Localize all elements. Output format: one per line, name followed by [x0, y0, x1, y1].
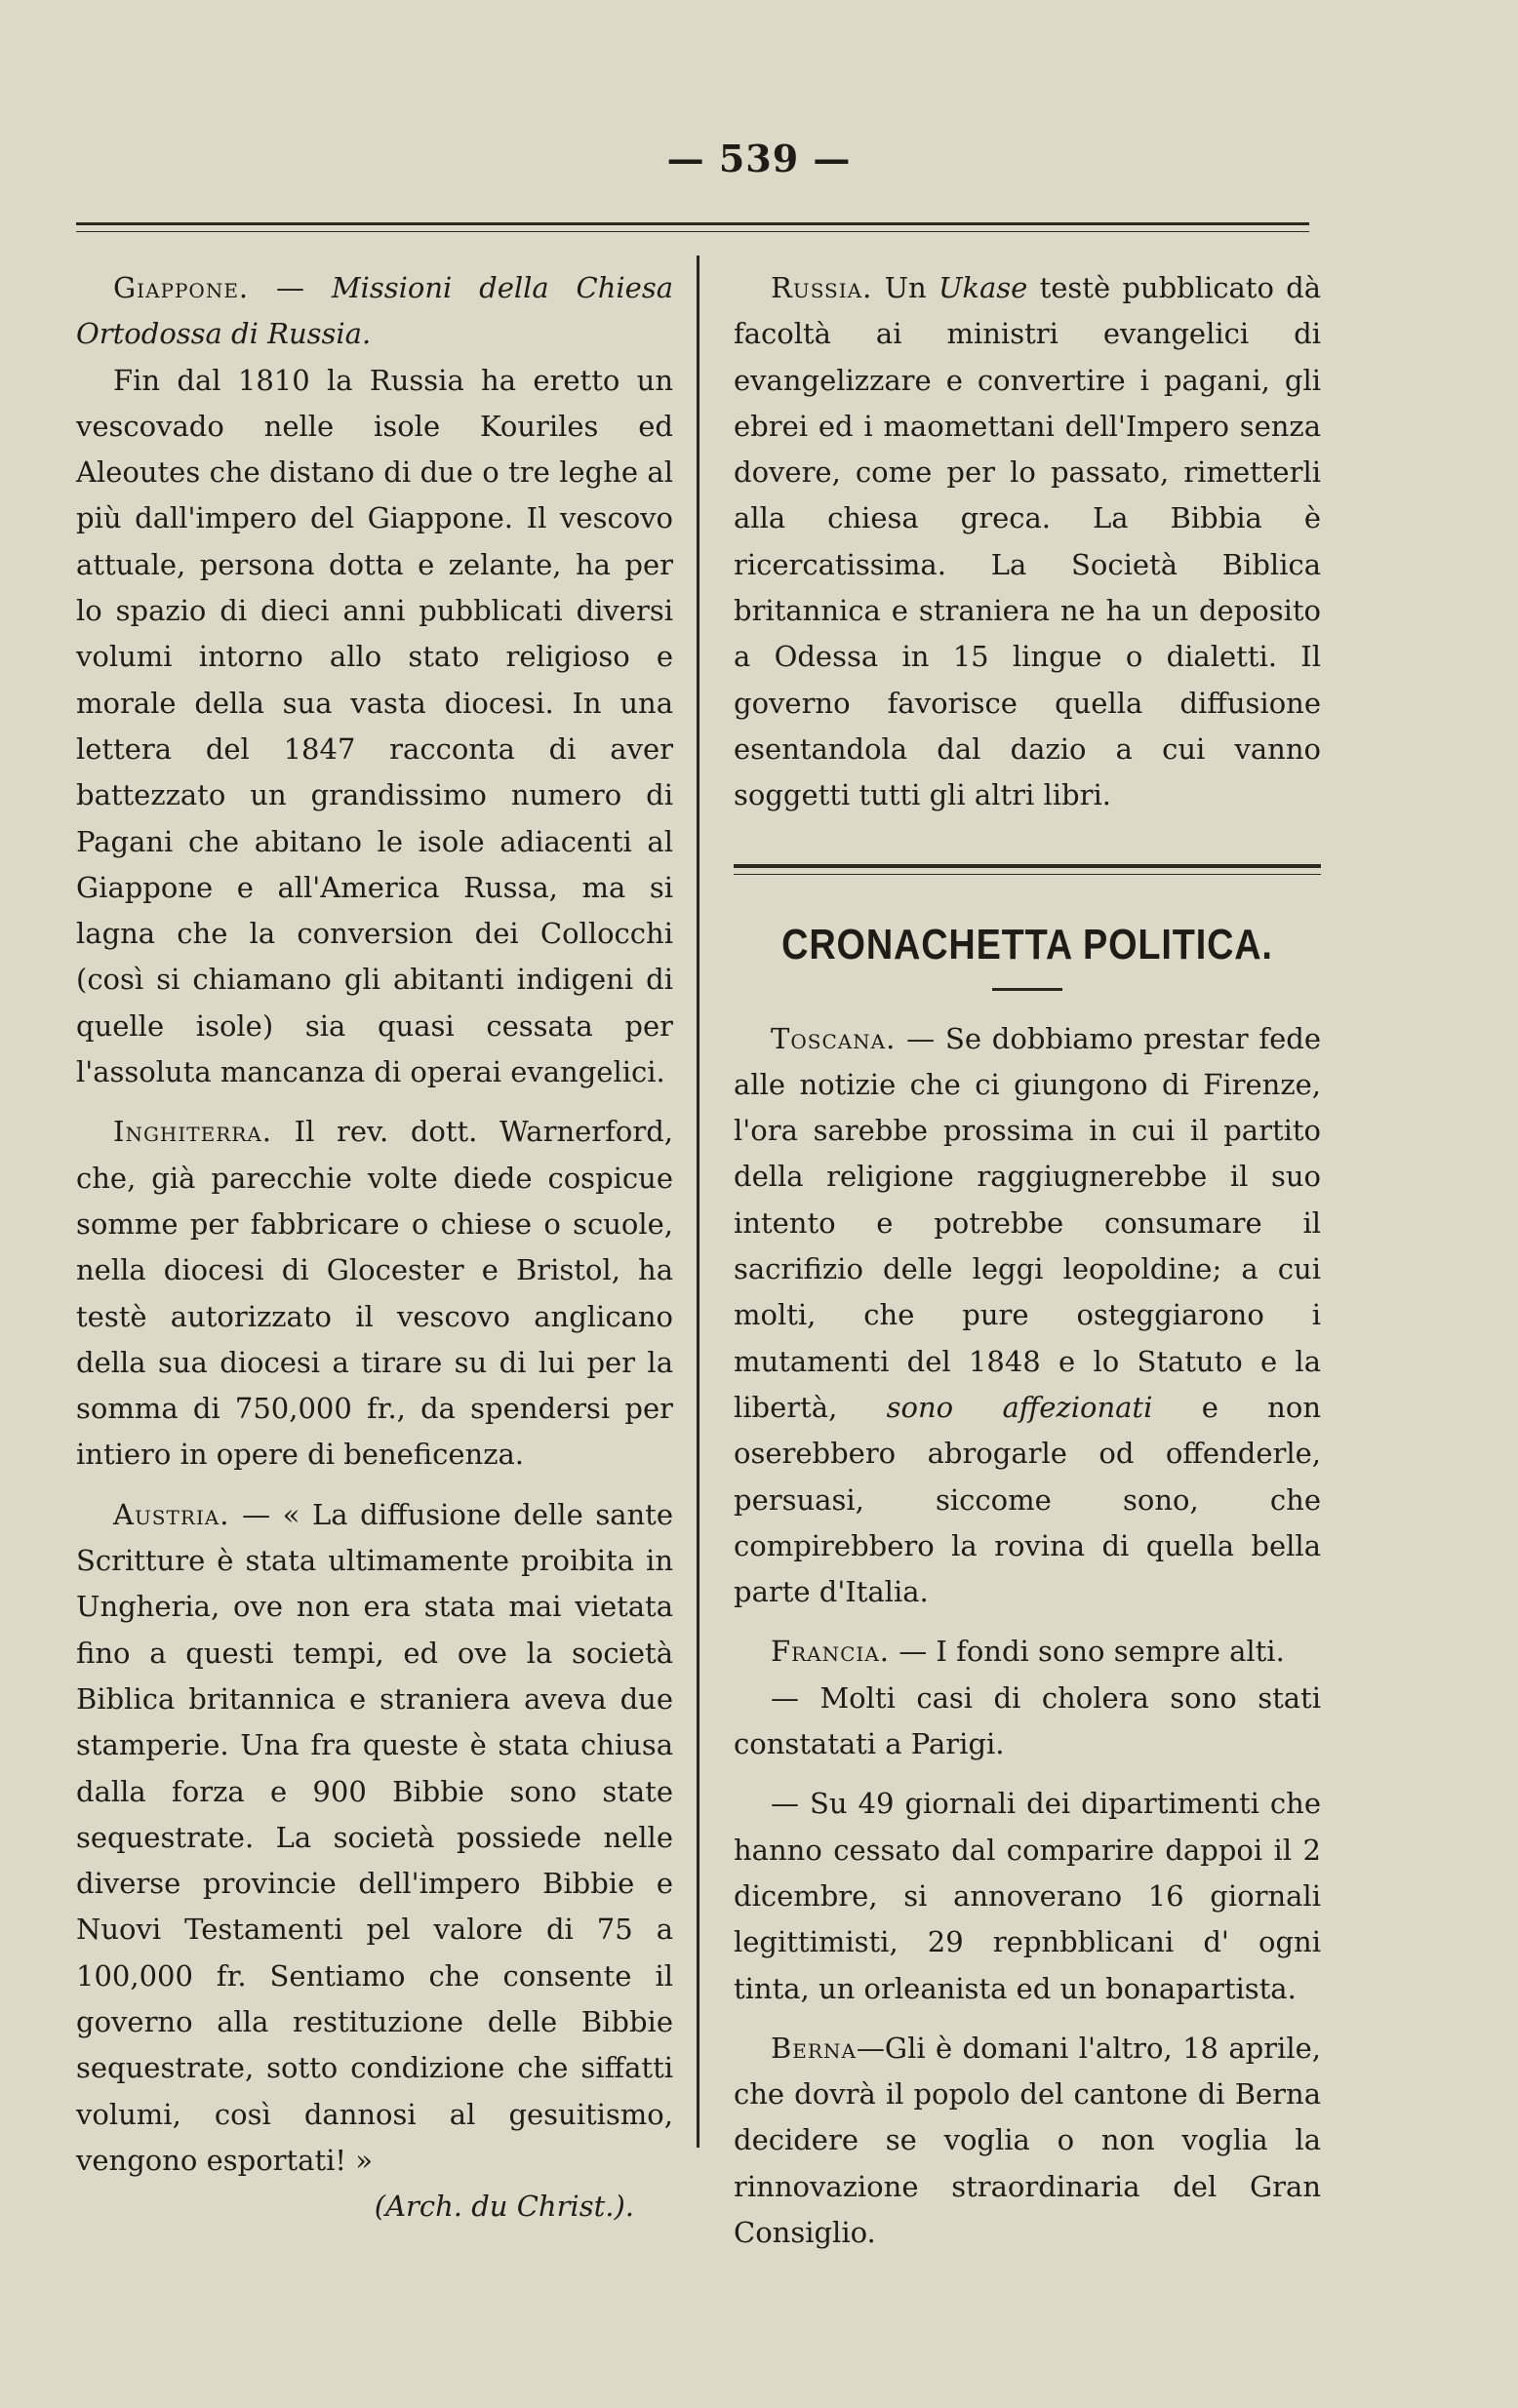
article-inghilterra [76, 1109, 673, 1478]
article-giappone-title: Missioni della Chiesa Ortodossa di Russia. [76, 271, 674, 351]
article-russia-label: Russia. [771, 271, 873, 304]
article-toscana-body-start: — Se dobbiamo prestar fede alle notizie che ci giungono di Firenze, l'ora sarebbe prossima in cui il partito della religione raggiugnerebbe il suo intento e potrebbe consumare il sacrifizio delle leggi leopoldine; a cui molti, che pure osteggiarono i mutamenti del 1848 e lo Statuto e la libertà, [734, 1021, 1321, 1424]
article-francia [734, 1629, 1321, 1675]
section-rule [734, 864, 1321, 875]
article-francia-item-3: — Su 49 giornali dei dipartimenti che hanno cessato dal comparire dappoi il 2 dicembre, si annoverano 16 giornali legittimisti, 29 repnbblicani d' ogni tinta, un orleanista ed un bonapartista. [734, 1787, 1321, 2005]
article-toscana [734, 1016, 1321, 1616]
article-inghilterra-body: Il rev. dott. Warnerford, che, già parecchie volte diede cospicue somme per fabbricare o chiese o scuole, nella diocesi di Glocester e Bristol, ha testè autorizzato il vescovo anglicano della sua diocesi a tirare su di lui per la somma di 750,000 fr., da spendersi per intiero in opere di beneficenza. [76, 1115, 673, 1472]
page-number: — 539 — [666, 137, 852, 180]
title-underline [992, 988, 1062, 991]
article-francia-body: — I fondi sono sempre alti. [899, 1635, 1285, 1669]
right-column [734, 265, 1321, 2256]
article-giappone-label: Giappone. [113, 271, 250, 304]
article-russia-ukase: Ukase [938, 271, 1028, 304]
article-francia-item-2: — Molti casi di cholera sono stati constatati a Parigi. [734, 1680, 1321, 1761]
article-giappone: Giappone. — Missioni della Chiesa Ortodossa di Russia. [76, 271, 674, 351]
article-giappone-body: Fin dal 1810 la Russia ha eretto un vescovado nelle isole Kouriles ed Aleoutes che distano di due o tre leghe al più dall'impero del Giappone. Il vescovo attuale, persona dotta e zelante, ha per lo spazio di dieci anni pubblicati diversi volumi intorno allo stato religioso e morale della sua vasta diocesi. In una lettera del 1847 racconta di aver battezzato un grandissimo numero di Pagani che abitano le isole adiacenti al Giappone e all'America Russa, ma si lagna che la conversion dei Collocchi (così si chiamano gli abitanti indigeni di quelle isole) sia quasi cessata per l'assoluta mancanza di operai evangelici. [76, 363, 673, 1089]
article-austria [76, 1492, 673, 2184]
left-column [76, 265, 673, 2230]
column-divider [697, 256, 699, 2148]
article-toscana-body: e non oserebbero abrogarle od offenderle, persuasi, siccome sono, che compirebbero la rovina di quella bella parte d'Italia. [734, 1390, 1321, 1609]
section-title: CRONACHETTA POLITICA. [781, 920, 1273, 968]
article-austria-source: (Arch. du Christ.). [374, 2190, 634, 2224]
article-berna-label: Berna [771, 2031, 857, 2065]
article-austria-label: Austria. [113, 1497, 230, 1531]
article-russia-body: testè pubblicato dà facoltà ai ministri evangelici di evangelizzare e convertire i pagani, gli ebrei ed i maomettani dell'Impero senza dovere, come per lo passato, rimetterli alla chiesa greca. La Bibbia è ricercatissima. La Società Biblica britannica e straniera ne ha un deposito a Odessa in 15 lingue o dialetti. Il governo favorisce quella diffusione esentandola dal dazio a cui vanno soggetti tutti gli altri libri. [734, 271, 1322, 812]
article-russia [734, 265, 1321, 819]
article-inghilterra-label: Inghiterra. [113, 1115, 272, 1149]
article-toscana-italic: sono affezionati [886, 1390, 1153, 1424]
article-francia-label: Francia. [771, 1635, 890, 1669]
header-rule [76, 222, 1309, 232]
article-berna-body: —Gli è domani l'altro, 18 aprile, che dovrà il popolo del cantone di Berna decidere se voglia o non voglia la rinnovazione straordinaria del Gran Consiglio. [734, 2031, 1321, 2249]
article-russia-body-start: Un [884, 271, 927, 304]
article-toscana-label: Toscana. [771, 1021, 897, 1055]
article-austria-body: — « La diffusione delle sante Scritture è stata ultimamente proibita in Ungheria, ove non era stata mai vietata fino a questi tempi, ed ove la società Biblica britannica e straniera aveva due stamperie. Una fra queste è stata chiusa dalla forza e 900 Bibbie sono state sequestrate. La società possiede nelle diverse provincie dell'impero Bibbie e Nuovi Testamenti pel valore di 75 a 100,000 fr. Sentiamo che consente il governo alla restituzione delle Bibbie sequestrate, sotto condizione che siffatti volumi, così dannosi al gesuitismo, vengono esportati! » [76, 1497, 673, 2177]
article-berna [734, 2026, 1321, 2256]
